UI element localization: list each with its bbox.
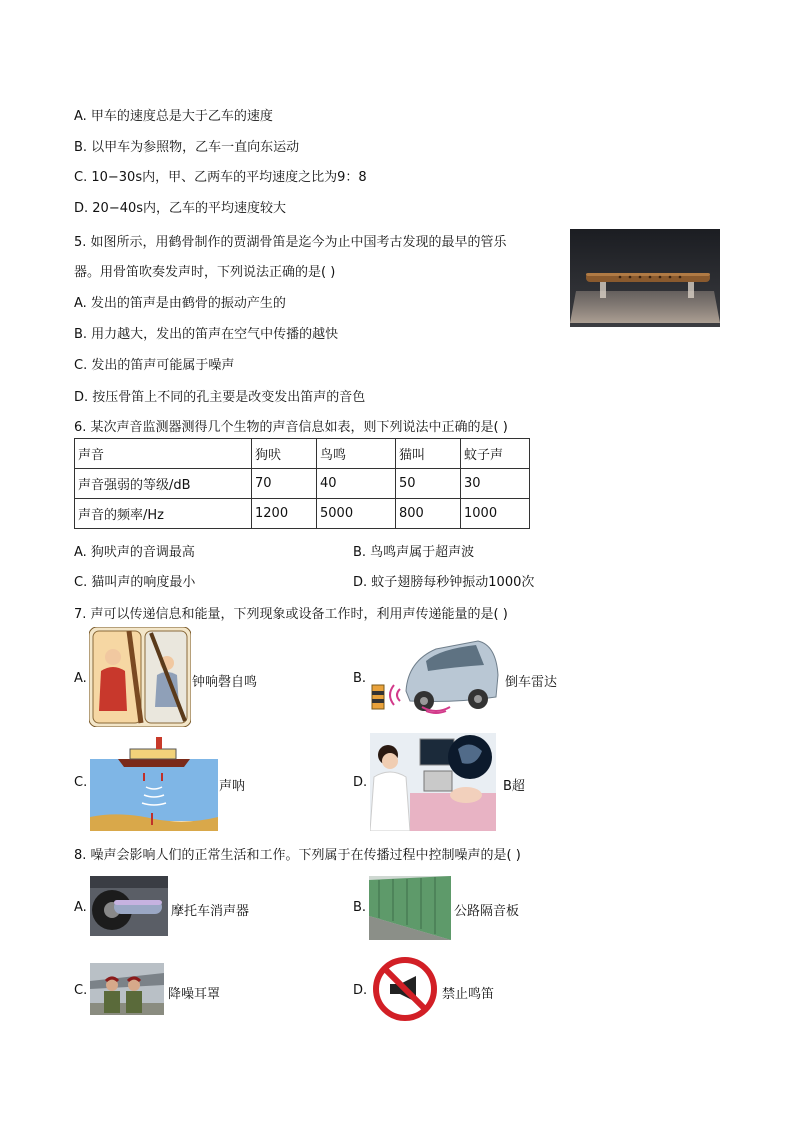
q7-option-a-letter: A. (74, 671, 87, 686)
table-header-row (75, 439, 530, 469)
parking-radar-illustration (366, 631, 502, 715)
sonar-ship-illustration (90, 733, 218, 831)
q7-option-d-caption: B超 (503, 779, 525, 794)
sound-data-table (74, 438, 530, 529)
q7-option-c-letter: C. (74, 775, 88, 790)
table-cell: 5000 (317, 499, 396, 529)
q5-stem-line2: 器。用骨笛吹奏发声时，下列说法正确的是( ) (74, 265, 336, 280)
q5-option-c: C. 发出的笛声可能属于噪声 (74, 358, 235, 373)
q6-option-a: A. 狗吠声的音调最高 (74, 545, 195, 560)
q6-option-c: C. 猫叫声的响度最小 (74, 575, 196, 590)
table-cell: 800 (396, 499, 461, 529)
table-cell: 声音强弱的等级/dB (75, 469, 252, 499)
table-cell: 40 (317, 469, 396, 499)
b-ultrasound-photo (370, 733, 496, 831)
q4-option-c: C. 10−30s内，甲、乙两车的平均速度之比为9：8 (74, 170, 367, 185)
q8-option-c-caption: 降噪耳罩 (168, 987, 221, 1002)
table-cell: 声音的频率/Hz (75, 499, 252, 529)
q6-stem: 6. 某次声音监测器测得几个生物的声音信息如表，则下列说法中正确的是( ) (74, 420, 508, 435)
table-header-cell: 声音 (75, 439, 252, 469)
table-cell: 1000 (461, 499, 530, 529)
q8-option-a-letter: A. (74, 900, 87, 915)
q8-option-d-letter: D. (353, 983, 368, 998)
table-header-cell: 鸟鸣 (317, 439, 396, 469)
noise-earmuffs-photo (90, 963, 164, 1015)
q7-option-b-letter: B. (353, 671, 367, 686)
q6-option-b: B. 鸟鸣声属于超声波 (353, 545, 475, 560)
bone-flute-photo (570, 229, 720, 327)
q8-option-a-caption: 摩托车消声器 (171, 904, 250, 919)
q5-option-a: A. 发出的笛声是由鹤骨的振动产生的 (74, 296, 286, 311)
q7-stem: 7. 声可以传递信息和能量，下列现象或设备工作时，利用声传递能量的是( ) (74, 607, 508, 622)
q5-stem-line1: 5. 如图所示，用鹤骨制作的贾湖骨笛是迄今为止中国考古发现的最早的管乐 (74, 235, 507, 250)
q5-option-d: D. 按压骨笛上不同的孔主要是改变发出笛声的音色 (74, 390, 366, 405)
q4-option-b: B. 以甲车为参照物，乙车一直向东运动 (74, 140, 300, 155)
table-cell: 1200 (252, 499, 317, 529)
q8-option-b-letter: B. (353, 900, 367, 915)
table-row (75, 469, 530, 499)
no-honking-sign (370, 956, 440, 1022)
q8-option-d-caption: 禁止鸣笛 (442, 987, 495, 1002)
q7-option-c-caption: 声呐 (219, 779, 246, 794)
q8-stem: 8. 噪声会影响人们的正常生活和工作。下列属于在传播过程中控制噪声的是( ) (74, 848, 521, 863)
table-cell: 70 (252, 469, 317, 499)
table-header-cell: 蚊子声 (461, 439, 530, 469)
q7-option-a-caption: 钟响磬自鸣 (192, 675, 258, 690)
table-row (75, 499, 530, 529)
q8-option-b-caption: 公路隔音板 (454, 904, 520, 919)
highway-sound-barrier-photo (369, 876, 451, 940)
q7-option-b-caption: 倒车雷达 (505, 675, 558, 690)
bell-chime-illustration (89, 627, 191, 727)
table-cell: 50 (396, 469, 461, 499)
motorcycle-muffler-photo (90, 876, 168, 936)
table-header-cell: 猫叫 (396, 439, 461, 469)
q7-option-d-letter: D. (353, 775, 368, 790)
table-header-cell: 狗吠 (252, 439, 317, 469)
q5-option-b: B. 用力越大，发出的笛声在空气中传播的越快 (74, 327, 339, 342)
table-cell: 30 (461, 469, 530, 499)
q8-option-c-letter: C. (74, 983, 88, 998)
q6-option-d: D. 蚊子翅膀每秒钟振动1000次 (353, 575, 535, 590)
q4-option-d: D. 20−40s内，乙车的平均速度较大 (74, 201, 287, 216)
q4-option-a: A. 甲车的速度总是大于乙车的速度 (74, 109, 273, 124)
